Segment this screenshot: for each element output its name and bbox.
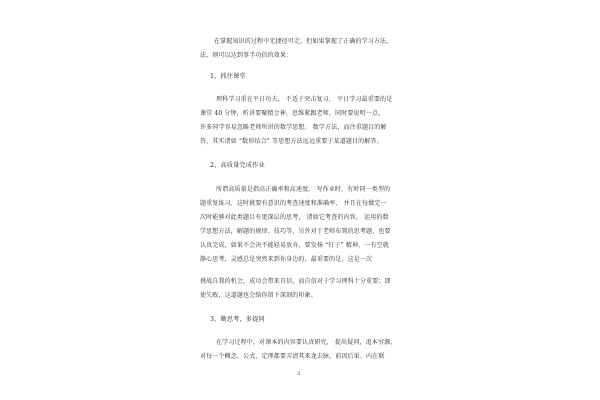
intro-line-2: 法，则可以达到事半功倍的效果： xyxy=(200,52,293,59)
section-2-line-2: 题重复练习，这时就要有意识的考查速度和准确率， 并且在每做完一 xyxy=(200,200,387,207)
section-3-heading: 3、勤思考，多提问 xyxy=(210,316,265,323)
section-1-line-2: 课堂 40 分钟，听讲要聚精会神，思维紧跟老师，同时要说明一点， xyxy=(200,110,385,117)
intro-line-1: 在掌握知识的过程中无捷径可走，但如果掌握了正确的学习方法， xyxy=(214,38,393,45)
section-1-heading: 1、抓住课堂 xyxy=(210,73,246,80)
section-2-line-6: 静心思考，灵感总是突然来到你身边的。最重要的是，这是一次 xyxy=(200,256,373,263)
section-2-line-1: 所谓高质量是指高正确率和高速度。 写作业时，有时同一类型的 xyxy=(216,186,391,193)
section-2-line-4: 学思想方法，解题的规律、技巧等，另外对于老师布置的思考题，也要 xyxy=(200,228,391,235)
section-1-line-4: 答，其实诸如 “数形结合” 等思想方法远远重要于某道题目的解答。 xyxy=(200,138,383,145)
section-2-line-7: 挑战自我的机会，成功会带来自信，而自信对于学习理科十分重要；即 xyxy=(200,278,391,285)
section-2-line-3: 次时能够对此类题目有更深层的思考， 诸如它考查的内容， 运用的数 xyxy=(200,214,389,221)
section-3-line-2: 对每一个概念、公式、定理都要弄清其来龙去脉、前因后果、内在联 xyxy=(200,353,385,360)
section-2-heading: 2、高质量完成作业 xyxy=(210,162,265,169)
section-1-line-3: 许多同学容易忽略老师所讲的数学思想。 数学方法，而注重题目的解 xyxy=(200,124,387,131)
page-number: 3 xyxy=(297,371,301,377)
section-3-line-1: 在学习过程中，对课本的内容要认真研究， 提出疑问，追本穷源， xyxy=(216,339,397,346)
section-1-line-1: 理科学习重在平日功夫， 不适于突击复习， 平日学习最重要的是 xyxy=(216,96,393,103)
section-2-line-8: 使失败，这道题也会给你留下深刻的印象。 xyxy=(200,292,317,299)
section-2-line-5: 认真完成，如果不会决不能轻易放弃，要发扬 “钉子” 精神，一有空就 xyxy=(200,242,389,249)
